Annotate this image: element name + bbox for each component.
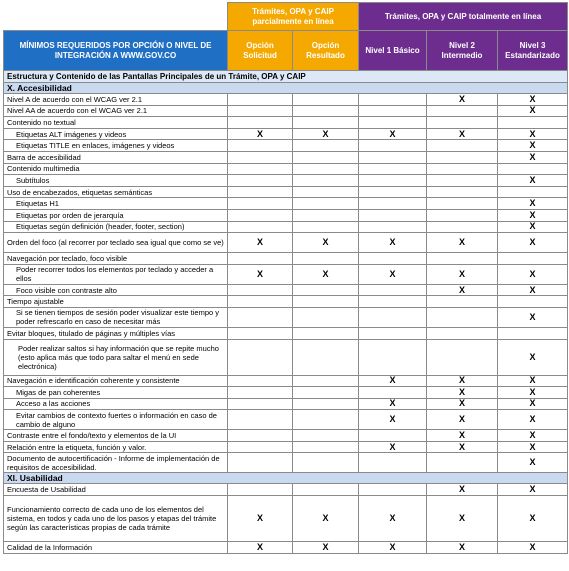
table-row	[4, 128, 568, 140]
requirement-mark	[228, 209, 293, 221]
requirement-mark	[427, 163, 498, 175]
requirement-label: Navegación por teclado, foco visible	[4, 253, 228, 265]
table-row	[4, 327, 568, 339]
requirement-mark	[293, 151, 359, 163]
requirement-mark	[359, 221, 427, 233]
requirement-mark: X	[498, 151, 568, 163]
table-row	[4, 410, 568, 430]
requirements-body	[4, 71, 568, 554]
table-row	[4, 233, 568, 253]
requirement-mark: X	[293, 128, 359, 140]
requirement-mark	[359, 387, 427, 399]
section-row	[4, 473, 568, 484]
requirement-mark	[427, 339, 498, 375]
requirement-mark	[427, 253, 498, 265]
section-row	[4, 83, 568, 94]
requirement-mark	[427, 198, 498, 210]
table-row	[4, 94, 568, 106]
requirement-mark	[498, 253, 568, 265]
requirement-mark	[427, 186, 498, 198]
requirement-label: Navegación e identificación coherente y consistente	[4, 375, 228, 387]
header-corner-title: MÍNIMOS REQUERIDOS POR OPCIÓN O NIVEL DE INTEGRACIÓN A WWW.GOV.CO	[4, 31, 228, 71]
requirement-mark	[228, 117, 293, 129]
requirement-mark: X	[427, 441, 498, 453]
requirement-mark	[359, 198, 427, 210]
requirement-mark: X	[498, 542, 568, 554]
table-row	[4, 175, 568, 187]
requirement-mark: X	[498, 198, 568, 210]
requirement-mark	[359, 484, 427, 496]
requirements-table	[3, 2, 568, 554]
requirement-mark	[228, 94, 293, 106]
requirement-mark: X	[228, 264, 293, 284]
requirement-mark: X	[498, 284, 568, 296]
requirement-label: Poder realizar saltos si hay información que se repite mucho (esto aplica más que todo para saltar el menú en sede electrónica)	[4, 339, 228, 375]
requirement-mark: X	[427, 375, 498, 387]
requirement-mark: X	[427, 484, 498, 496]
requirement-mark: X	[498, 175, 568, 187]
requirement-label: Uso de encabezados, etiquetas semánticas	[4, 186, 228, 198]
requirement-mark	[293, 453, 359, 473]
requirement-mark: X	[498, 484, 568, 496]
requirement-mark: X	[498, 496, 568, 542]
requirement-mark: X	[498, 387, 568, 399]
requirement-mark: X	[427, 410, 498, 430]
requirement-mark: X	[228, 128, 293, 140]
requirement-mark	[293, 140, 359, 152]
table-row	[4, 296, 568, 308]
requirement-label: Foco visible con contraste alto	[4, 284, 228, 296]
requirement-mark	[498, 327, 568, 339]
requirement-mark	[228, 375, 293, 387]
requirement-mark	[293, 339, 359, 375]
requirement-mark	[293, 221, 359, 233]
requirement-mark: X	[498, 307, 568, 327]
requirement-mark	[293, 105, 359, 117]
requirement-mark	[359, 296, 427, 308]
header-group-row	[4, 3, 568, 31]
requirement-mark	[359, 163, 427, 175]
table-row	[4, 163, 568, 175]
requirement-mark: X	[498, 209, 568, 221]
requirement-mark	[293, 163, 359, 175]
requirement-mark	[427, 175, 498, 187]
requirement-mark: X	[498, 140, 568, 152]
table-row	[4, 387, 568, 399]
requirement-mark	[228, 398, 293, 410]
requirement-mark: X	[498, 430, 568, 442]
requirement-label: Orden del foco (al recorrer por teclado sea igual que como se ve)	[4, 233, 228, 253]
requirement-mark	[359, 307, 427, 327]
requirement-mark	[293, 327, 359, 339]
requirement-mark: X	[498, 94, 568, 106]
requirement-label: Poder recorrer todos los elementos por teclado y acceder a ellos	[4, 264, 228, 284]
requirement-label: Contraste entre el fondo/texto y elementos de la UI	[4, 430, 228, 442]
requirement-label: Nivel AA de acuerdo con el WCAG ver 2.1	[4, 105, 228, 117]
table-row	[4, 453, 568, 473]
requirement-mark: X	[498, 410, 568, 430]
requirement-mark	[427, 140, 498, 152]
requirement-mark	[498, 296, 568, 308]
requirement-mark: X	[498, 105, 568, 117]
requirement-mark: X	[228, 542, 293, 554]
requirement-label: Migas de pan coherentes	[4, 387, 228, 399]
requirement-mark: X	[427, 264, 498, 284]
requirement-mark	[293, 375, 359, 387]
requirement-mark	[359, 327, 427, 339]
requirement-mark	[427, 307, 498, 327]
requirement-mark: X	[359, 542, 427, 554]
column-header-nivel-3: Nivel 3 Estandarizado	[498, 31, 568, 71]
requirement-mark: X	[359, 410, 427, 430]
requirement-label: Etiquetas según definición (header, footer, section)	[4, 221, 228, 233]
requirement-label: Nivel A de acuerdo con el WCAG ver 2.1	[4, 94, 228, 106]
requirement-mark: X	[359, 233, 427, 253]
requirement-mark	[228, 441, 293, 453]
section-title: X. Accesibilidad	[4, 83, 568, 94]
table-row	[4, 198, 568, 210]
requirement-mark	[359, 140, 427, 152]
table-row	[4, 398, 568, 410]
requirement-mark: X	[359, 128, 427, 140]
requirement-mark: X	[228, 233, 293, 253]
requirement-mark	[228, 198, 293, 210]
requirement-mark: X	[293, 264, 359, 284]
column-header-nivel-1: Nivel 1 Básico	[359, 31, 427, 71]
column-header-nivel-2: Nivel 2 Intermedio	[427, 31, 498, 71]
requirement-mark	[359, 117, 427, 129]
requirement-label: Si se tienen tiempos de sesión poder visualizar este tiempo y poder refrescarlo en caso de necesitar más	[4, 307, 228, 327]
intro-row	[4, 71, 568, 83]
requirement-mark: X	[427, 430, 498, 442]
requirement-mark	[293, 94, 359, 106]
requirement-mark	[427, 221, 498, 233]
requirement-label: Etiquetas ALT imágenes y videos	[4, 128, 228, 140]
requirement-mark: X	[427, 94, 498, 106]
requirement-mark	[498, 163, 568, 175]
requirement-mark	[228, 284, 293, 296]
requirement-mark: X	[359, 496, 427, 542]
requirement-mark	[228, 175, 293, 187]
requirement-label: Subtítulos	[4, 175, 228, 187]
table-row	[4, 186, 568, 198]
table-row	[4, 339, 568, 375]
requirement-mark	[498, 186, 568, 198]
requirement-mark: X	[359, 398, 427, 410]
requirement-label: Acceso a las acciones	[4, 398, 228, 410]
requirement-mark	[293, 398, 359, 410]
requirement-mark	[228, 327, 293, 339]
requirement-mark	[228, 410, 293, 430]
requirement-mark: X	[498, 264, 568, 284]
requirement-mark	[359, 186, 427, 198]
requirement-label: Relación entre la etiqueta, función y valor.	[4, 441, 228, 453]
requirement-mark	[359, 175, 427, 187]
requirement-mark	[359, 453, 427, 473]
requirement-label: Contenido multimedia	[4, 163, 228, 175]
requirement-label: Barra de accesibilidad	[4, 151, 228, 163]
table-row	[4, 221, 568, 233]
requirement-mark: X	[427, 398, 498, 410]
requirement-mark: X	[427, 387, 498, 399]
requirement-mark	[359, 209, 427, 221]
requirement-mark: X	[293, 233, 359, 253]
requirement-mark: X	[498, 441, 568, 453]
requirement-mark	[293, 430, 359, 442]
requirement-mark	[498, 117, 568, 129]
requirement-mark	[293, 117, 359, 129]
requirement-mark: X	[359, 375, 427, 387]
requirement-mark	[293, 209, 359, 221]
requirement-label: Evitar cambios de contexto fuertes o información en caso de cambio de alguno	[4, 410, 228, 430]
requirement-mark: X	[228, 496, 293, 542]
requirement-label: Etiquetas por orden de jerarquía	[4, 209, 228, 221]
requirement-mark: X	[293, 496, 359, 542]
requirement-label: Etiquetas H1	[4, 198, 228, 210]
requirement-label: Tiempo ajustable	[4, 296, 228, 308]
requirement-mark	[293, 410, 359, 430]
requirement-mark	[293, 307, 359, 327]
requirement-mark: X	[498, 375, 568, 387]
requirement-mark	[293, 175, 359, 187]
requirement-mark	[427, 209, 498, 221]
requirement-mark	[293, 253, 359, 265]
requirement-label: Documento de autocertificación - Informe de implementación de requisitos de accesibilidad.	[4, 453, 228, 473]
requirement-mark	[228, 140, 293, 152]
table-row	[4, 253, 568, 265]
requirement-label: Contenido no textual	[4, 117, 228, 129]
requirement-mark: X	[498, 453, 568, 473]
requirement-label: Funcionamiento correcto de cada uno de los elementos del sistema, en todos y cada uno de los pasos y etapas del trámite según las características propias de cada trámite	[4, 496, 228, 542]
requirement-mark: X	[359, 441, 427, 453]
requirement-mark: X	[498, 233, 568, 253]
table-row	[4, 375, 568, 387]
requirement-mark: X	[359, 264, 427, 284]
requirement-mark	[293, 441, 359, 453]
table-row	[4, 430, 568, 442]
requirement-mark	[427, 327, 498, 339]
header-columns-row	[4, 31, 568, 71]
table-row	[4, 307, 568, 327]
requirement-mark	[293, 484, 359, 496]
table-row	[4, 264, 568, 284]
column-header-opcion-solicitud: Opción Solicitud	[228, 31, 293, 71]
requirement-mark: X	[498, 398, 568, 410]
intro-row-label: Estructura y Contenido de las Pantallas Principales de un Trámite, OPA y CAIP	[4, 71, 568, 83]
requirement-mark	[427, 296, 498, 308]
table-row	[4, 484, 568, 496]
requirement-mark: X	[427, 233, 498, 253]
requirement-mark	[427, 453, 498, 473]
requirement-mark	[293, 284, 359, 296]
table-row	[4, 496, 568, 542]
requirements-table-container	[3, 2, 567, 554]
requirement-label: Encuesta de Usabilidad	[4, 484, 228, 496]
table-row	[4, 209, 568, 221]
requirement-mark: X	[498, 221, 568, 233]
requirement-mark	[228, 307, 293, 327]
requirement-mark	[293, 296, 359, 308]
requirement-mark: X	[427, 284, 498, 296]
requirement-mark	[228, 186, 293, 198]
requirement-mark	[293, 186, 359, 198]
table-row	[4, 284, 568, 296]
requirement-mark	[359, 430, 427, 442]
requirement-mark	[228, 430, 293, 442]
requirement-label: Etiquetas TITLE en enlaces, imágenes y videos	[4, 140, 228, 152]
requirement-mark	[228, 163, 293, 175]
requirement-label: Evitar bloques, titulado de páginas y múltiples vías	[4, 327, 228, 339]
requirement-mark	[228, 253, 293, 265]
requirement-mark	[359, 339, 427, 375]
requirement-mark	[359, 151, 427, 163]
requirement-mark	[359, 105, 427, 117]
requirement-label: Calidad de la Información	[4, 542, 228, 554]
requirement-mark: X	[427, 542, 498, 554]
requirement-mark	[228, 221, 293, 233]
requirement-mark: X	[293, 542, 359, 554]
requirement-mark	[228, 339, 293, 375]
section-title: XI. Usabilidad	[4, 473, 568, 484]
requirement-mark: X	[498, 128, 568, 140]
table-row	[4, 542, 568, 554]
requirement-mark	[359, 284, 427, 296]
requirement-mark	[228, 484, 293, 496]
requirement-mark	[293, 198, 359, 210]
table-row	[4, 105, 568, 117]
requirement-mark: X	[498, 339, 568, 375]
header-blank-cell	[4, 3, 228, 31]
column-header-opcion-resultado: Opción Resultado	[293, 31, 359, 71]
header-group-partial: Trámites, OPA y CAIP parcialmente en línea	[228, 3, 359, 31]
requirement-mark: X	[427, 128, 498, 140]
requirement-mark	[359, 94, 427, 106]
table-row	[4, 151, 568, 163]
requirement-mark	[228, 296, 293, 308]
requirement-mark	[228, 453, 293, 473]
requirement-mark	[228, 105, 293, 117]
table-row	[4, 140, 568, 152]
table-row	[4, 117, 568, 129]
requirement-mark	[228, 151, 293, 163]
header-group-total: Trámites, OPA y CAIP totalmente en línea	[359, 3, 568, 31]
requirement-mark	[427, 105, 498, 117]
table-row	[4, 441, 568, 453]
requirement-mark: X	[427, 496, 498, 542]
requirement-mark	[293, 387, 359, 399]
requirement-mark	[427, 151, 498, 163]
requirement-mark	[228, 387, 293, 399]
requirement-mark	[427, 117, 498, 129]
requirement-mark	[359, 253, 427, 265]
